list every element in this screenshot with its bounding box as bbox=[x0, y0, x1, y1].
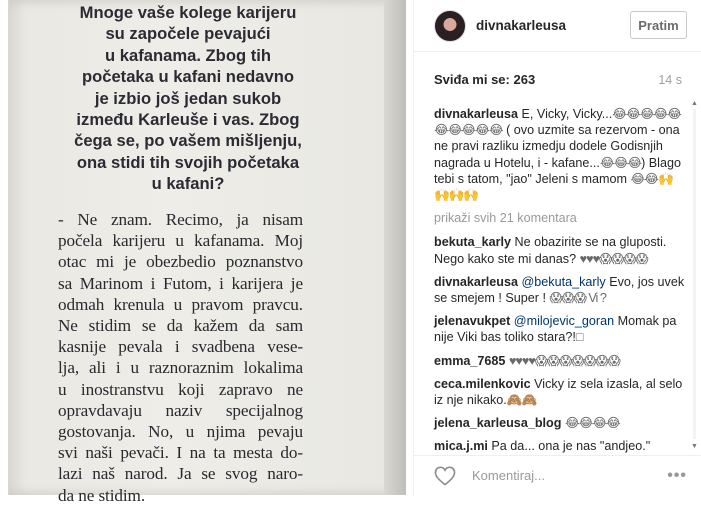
heart-icon[interactable] bbox=[434, 466, 456, 486]
comment-item bbox=[434, 234, 686, 266]
comment-item bbox=[434, 438, 686, 454]
comment-text: Pa da... ona je nas "andjeo." bbox=[487, 439, 651, 454]
comment-username[interactable]: ceca.milenkovic bbox=[434, 376, 531, 391]
caption-text: E, Vicky, Vicky... bbox=[518, 107, 613, 121]
article-answer-line: kasnije pevala i svadbena vese- bbox=[58, 337, 303, 357]
comment-username[interactable]: mica.j.mi bbox=[434, 439, 488, 454]
comment-item bbox=[434, 353, 686, 369]
article-answer-line: otac mi je obezbedio poznanstvo bbox=[58, 252, 303, 272]
article-answer-line: Ne stidim se da kažem da sam bbox=[58, 316, 303, 336]
post-header bbox=[414, 0, 701, 52]
article-question-line: ona stidi tih svojih početaka bbox=[76, 152, 300, 172]
article-answer-line: da ne stidim. bbox=[58, 485, 146, 505]
caption-text: ) Blago tebi s tatom, "jao" Jeleni s mamom bbox=[434, 155, 681, 186]
comment-mention[interactable]: @bekuta_karly bbox=[518, 274, 606, 289]
likes-row bbox=[434, 72, 682, 87]
article-answer bbox=[58, 209, 303, 506]
article-answer-line: počela karijeru u kafanama. Moj bbox=[58, 231, 303, 251]
emoji-text: ♥♥♥♥😱😱😱😱😱😱😱 bbox=[508, 353, 620, 368]
page-edge bbox=[384, 0, 406, 495]
emoji-text: □ bbox=[575, 330, 583, 345]
emoji-text: 😂😂🙌🙌🙌🙌 bbox=[434, 171, 673, 203]
article-answer-line: - Ne znam. Recimo, ja nisam bbox=[58, 210, 303, 229]
avatar[interactable] bbox=[434, 10, 466, 42]
likes-count[interactable]: Sviđa mi se: 263 bbox=[434, 72, 536, 87]
comment-username[interactable]: jelena_karleusa_blog bbox=[434, 416, 562, 431]
comment-username[interactable]: divnakarleusa bbox=[434, 274, 519, 289]
header-username[interactable]: divnakarleusa bbox=[476, 18, 567, 33]
article-question-line: Mnoge vaše kolege karijeru bbox=[79, 3, 297, 22]
article-answer-line: sa Marinom i Futom, i karijera je bbox=[58, 273, 303, 293]
emoji-text: 😂😂😂 bbox=[599, 155, 642, 170]
comment-text: Ne obazirite se na gluposti. Nego kako ste mi danas? bbox=[434, 235, 667, 266]
comments-scrollbar[interactable] bbox=[691, 100, 698, 450]
article-question-line: čega se, po vašem mišljenju, bbox=[74, 131, 302, 151]
comments-list bbox=[434, 106, 686, 462]
follow-button[interactable]: Pratim bbox=[630, 11, 687, 39]
article-question-line: je izbio još jedan sukob bbox=[94, 88, 282, 108]
comment-text: Vicky iz sela izasla, al selo iz nje nikako. bbox=[434, 376, 683, 408]
comment-input[interactable] bbox=[472, 468, 662, 483]
article-answer-line: lazi naš narod. Ja se svog naro- bbox=[58, 464, 303, 484]
comment-text: Momak pa nije Viki bas toliko stara?! bbox=[434, 314, 677, 345]
post-time: 14 s bbox=[658, 72, 682, 87]
comment-item bbox=[434, 376, 686, 408]
article-answer-line: gostovanja. No, u njima pevaju bbox=[58, 422, 303, 442]
article-answer-line: u inostranstvu koji zapravo ne bbox=[58, 379, 303, 399]
article-question-line: početaka u kafani nedavno bbox=[81, 67, 295, 87]
comment-username[interactable]: bekuta_karly bbox=[434, 235, 512, 250]
load-more-comments-link[interactable]: prikaži svih 21 komentara bbox=[434, 211, 577, 226]
emoji-text: 😂😂😂😂😂😂😂😂😂😂 bbox=[434, 107, 681, 138]
article-question-line: u kafanama. Zbog tih bbox=[105, 45, 271, 65]
comment-mention[interactable]: @milojevic_goran bbox=[510, 314, 615, 329]
comment-item bbox=[434, 415, 686, 431]
comment-username[interactable]: divnakarleusa bbox=[434, 107, 519, 121]
article-question-line: u kafani? bbox=[151, 174, 225, 194]
emoji-text: ♥♥♥😱😱😱😱 bbox=[579, 251, 648, 266]
scroll-down-icon[interactable]: ▼ bbox=[691, 443, 698, 450]
emoji-text: 😂😂😂😂 bbox=[564, 416, 620, 431]
caption-text: ( ovo uzmite sa rezervom - ona ne pravi razliku izmedju dodele Godisnjih nagrada u Hotelu, i - kafane... bbox=[434, 123, 680, 170]
article-answer-line: odmah krenula u pravom pravcu. bbox=[58, 294, 303, 314]
scroll-track[interactable] bbox=[693, 109, 696, 439]
post-sidebar bbox=[413, 0, 700, 495]
article-question-line: su započele pevajući bbox=[105, 24, 271, 44]
comment-item bbox=[434, 274, 686, 306]
article-question-line: između Karleuše i vas. Zbog bbox=[76, 110, 300, 130]
scroll-up-icon[interactable]: ▲ bbox=[691, 100, 698, 107]
caption bbox=[434, 106, 686, 203]
article-answer-line: lja, ali i u raznoraznim lokalima bbox=[58, 358, 303, 378]
comment-item bbox=[434, 313, 686, 345]
comment-username[interactable]: emma_7685 bbox=[434, 353, 506, 368]
comment-text: Evo, jos uvek se smejem ! Super ! bbox=[434, 274, 685, 306]
more-options-icon[interactable]: ••• bbox=[667, 467, 687, 484]
article-question bbox=[63, 2, 313, 195]
emoji-text: 😱😱😱 Vi ? bbox=[549, 291, 606, 306]
emoji-text: 🙈🙈 bbox=[506, 393, 537, 408]
post-footer bbox=[414, 455, 701, 495]
article-answer-line: svi naši pevači. I na ta mesta do- bbox=[58, 443, 303, 463]
article-answer-line: opravdavaju naziv specijalnog bbox=[58, 400, 303, 420]
comment-username[interactable]: jelenavukpet bbox=[434, 314, 511, 329]
